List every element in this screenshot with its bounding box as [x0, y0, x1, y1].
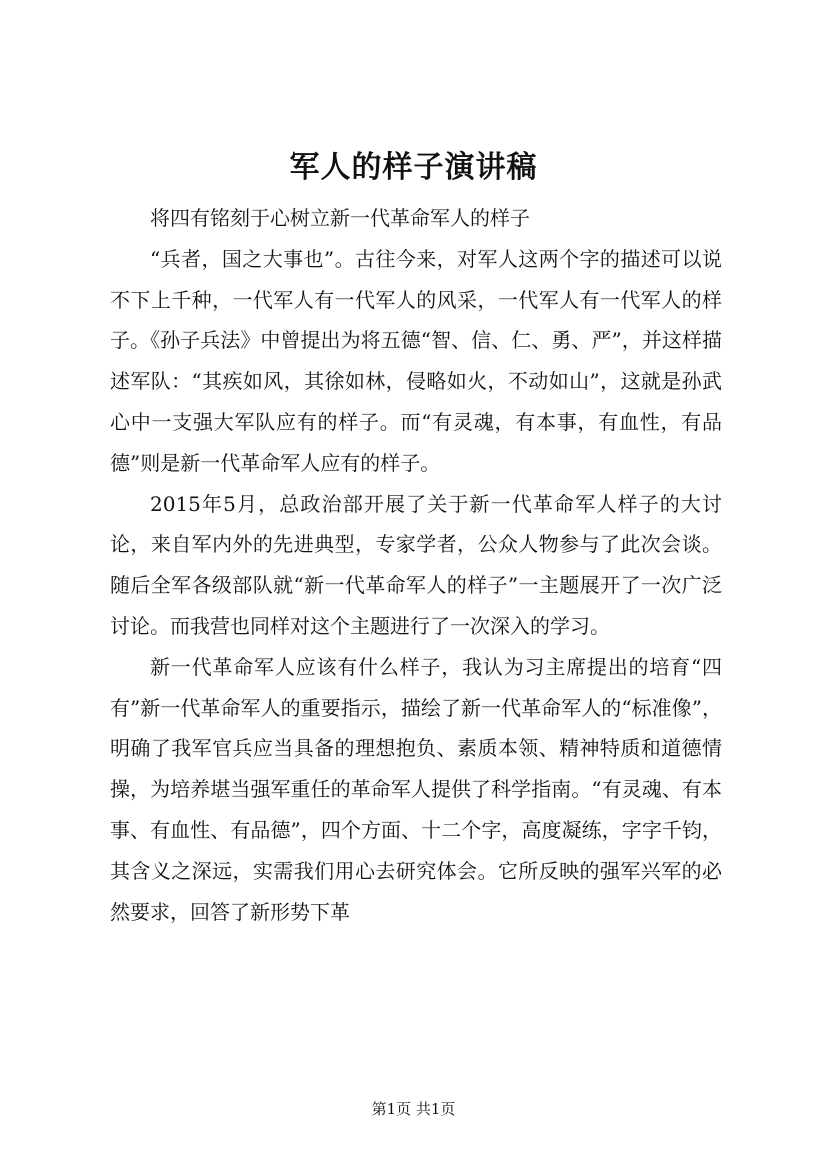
- document-body: [110, 198, 722, 932]
- page-footer: 第1页 共1页: [371, 1100, 456, 1118]
- document-title: 军人的样子演讲稿: [289, 150, 538, 185]
- body-paragraph-1: “兵者，国之大事也”。古往今来，对军人这两个字的描述可以说不下上千种，一代军人有一代军人的风采，一代军人有一代军人的样子。《孙子兵法》中曾提出为将五德“智、信、仁、勇、严”，并这样描述军队：“其疾如风，其徐如林，侵略如火，不动如山”，这就是孙武心中一支强大军队应有的样子。而“有灵魂，有本事，有血性，有品德”则是新一代革命军人应有的样子。: [110, 246, 722, 475]
- body-paragraph-2: 2015年5月，总政治部开展了关于新一代革命军人样子的大讨论，来自军内外的先进典型，专家学者，公众人物参与了此次会谈。随后全军各级部队就“新一代革命军人的样子”一主题展开了一次广泛讨论。而我营也同样对这个主题进行了一次深入的学习。: [110, 491, 722, 638]
- subtitle-paragraph: 将四有铭刻于心树立新一代革命军人的样子: [150, 206, 530, 230]
- body-paragraph-3: 新一代革命军人应该有什么样子，我认为习主席提出的培育“四有”新一代革命军人的重要指示，描绘了新一代革命军人的“标准像”，明确了我军官兵应当具备的理想抱负、素质本领、精神特质和道德情操，为培养堪当强军重任的革命军人提供了科学指南。“有灵魂、有本事、有血性、有品德”，四个方面、十二个字，高度凝练，字字千钧，其含义之深远，实需我们用心去研究体会。它所反映的强军兴军的必然要求，回答了新形势下革: [110, 654, 722, 924]
